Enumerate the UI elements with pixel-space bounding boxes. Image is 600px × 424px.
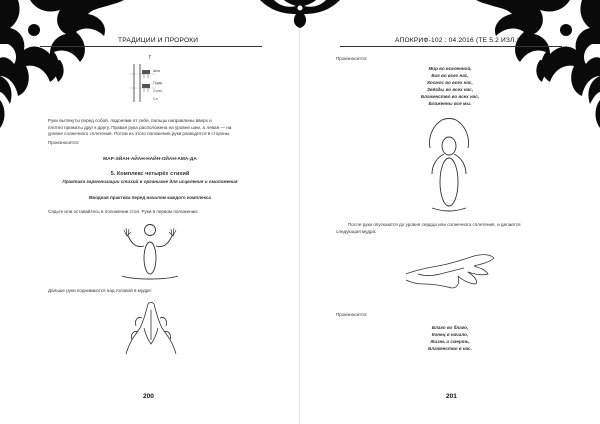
prayer-intro: Произносится: xyxy=(336,56,368,61)
figure-label-solar: Солн. xyxy=(153,89,163,93)
header-rule xyxy=(40,46,262,47)
instruction-line-2: следующая мудра: xyxy=(336,228,377,234)
seated-figure-arms-diagram xyxy=(112,220,188,282)
prayer-2-line-2: Конец в начало, xyxy=(431,332,469,337)
body-line-2: плотно прижаты друг к другу. Правая рука расположена на уровне шеи, а левая — на xyxy=(48,124,232,130)
instruction-1: Сядьте или оставайтесь в положении стоя. Руки в первом положении: xyxy=(48,209,199,214)
page-number: 200 xyxy=(143,393,154,400)
heart-mudra-drawing xyxy=(404,244,496,294)
hand-position-diagram xyxy=(120,62,180,106)
figure-label-chest: Грудь xyxy=(153,81,163,85)
figure-label-neck: Шея xyxy=(153,69,161,73)
prayer-2-line-3: Жизнь и смерть, xyxy=(430,339,470,344)
instruction-2: Дальше руки поднимаются над головой в мудре: xyxy=(48,288,153,293)
prayer-2-line-1: Благо во благо, xyxy=(431,325,469,330)
running-head: ТРАДИЦИИ И ПРОРОКИ xyxy=(118,37,199,44)
prayer-line-1: Мир во вселенной, xyxy=(428,66,472,71)
body-line-1: Руки вытянуты перед собой, ладонями от себя, пальцы направлены вверх и xyxy=(48,118,212,123)
body-line-3: уровне солнечного сплетения. Потом из этого положения руки разводятся в стороны. xyxy=(48,131,231,137)
body-line-4: Произносится: xyxy=(48,140,80,145)
instruction-line-1: После руки опускаются до уровня сердца или солнечного сплетения, и делается xyxy=(348,222,521,227)
figure-label-sp: Сп. xyxy=(153,97,159,101)
section-title: 5. Комплекс четырёх стихий xyxy=(110,171,190,177)
section-subtitle: Практика гармонизации стихий в организме для исцеления и омоложения xyxy=(62,179,238,184)
prayer-line-6: Блаженны все мы. xyxy=(428,101,472,106)
right-page xyxy=(300,0,600,424)
running-head: АПОКРИФ-102 : 04.2016 (ТЕ 5.2 ИЗЛ.) xyxy=(395,37,519,44)
raised-arms-figure-diagram xyxy=(424,118,474,214)
mudra-hands-drawing xyxy=(118,300,184,358)
figure-letter: Г xyxy=(148,55,152,61)
prayer-line-2: Бог во всех нас, xyxy=(431,73,469,78)
prayer-intro-2: Произносится: xyxy=(336,312,368,317)
prayer-line-5: Блаженство во всех нас, xyxy=(420,94,480,99)
page-number: 201 xyxy=(446,393,457,400)
corner-ornament-right xyxy=(460,0,600,130)
corner-ornament-left xyxy=(0,0,140,130)
prayer-line-3: Космос во всех нас, xyxy=(427,80,473,85)
header-rule xyxy=(340,46,562,47)
prayer-line-4: Звёзды во всех нас, xyxy=(426,87,474,92)
prayer-2-line-4: Блаженство в нас. xyxy=(427,346,473,351)
mantra: МАР-ЭЙАН-АЙАН-НАЙН-ОЙАН-АМА-ДА xyxy=(103,157,197,162)
intro-heading: Вводная практика перед началом каждого комплекса xyxy=(88,195,211,200)
